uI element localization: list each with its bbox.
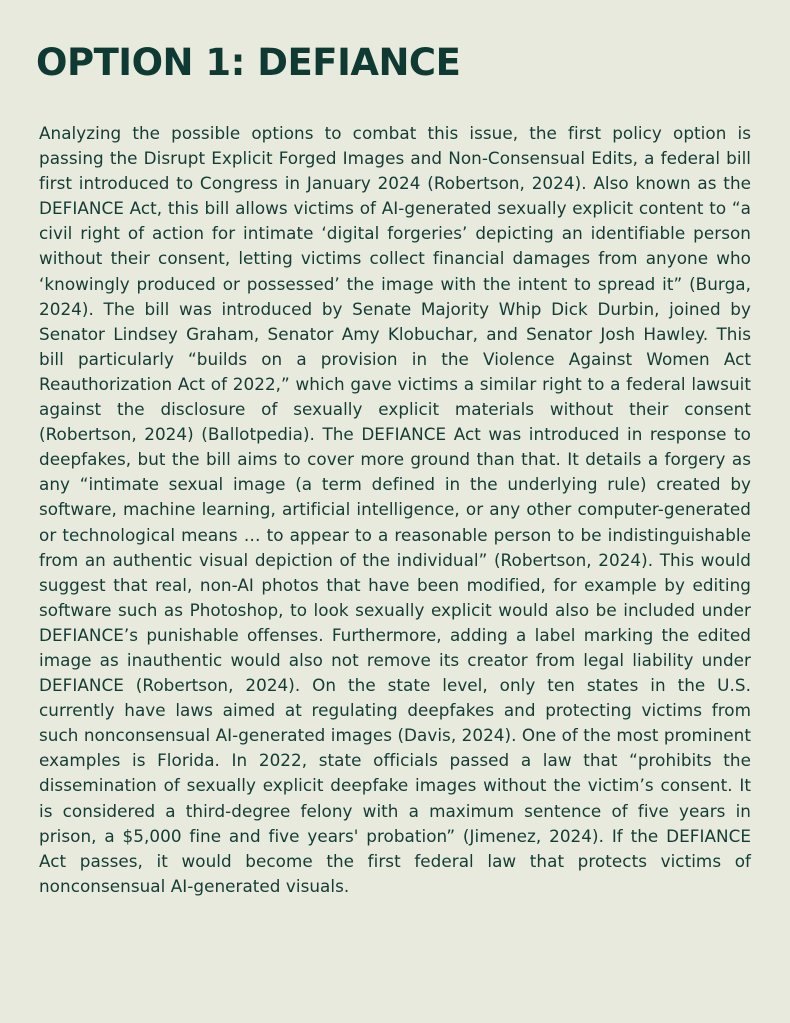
body-paragraph: Analyzing the possible options to combat this issue, the first policy option is passing the Disrupt Explicit Forged Images and Non-Consensual Edits, a federal bill first introduced to Congress in January 2024 (Robertson, 2024). Also known as the DEFIANCE Act, this bill allows victims of AI-generated sexually explicit content to “a civil right of action for intimate ‘digital forgeries’ depicting an identifiable person without their consent, letting victims collect financial damages from anyone who ‘knowingly produced or possessed’ the image with the intent to spread it” (Burga, 2024). The bill was introduced by Senate Majority Whip Dick Durbin, joined by Senator Lindsey Graham, Senator Amy Klobuchar, and Senator Josh Hawley. This bill particularly “builds on a provision in the Violence Against Women Act Reauthorization Act of 2022,” which gave victims a similar right to a federal lawsuit against the disclosure of sexually explicit materials without their consent (Robertson, 2024) (Ballotpedia). The DEFIANCE Act was introduced in response to deepfakes, but the bill aims to cover more ground than that. It details a forgery as any “intimate sexual image (a term defined in the underlying rule) created by software, machine learning, artificial intelligence, or any other computer-generated or technological means … to appear to a reasonable person to be indistinguishable from an authentic visual depiction of the individual” (Robertson, 2024). This would suggest that real, non-AI photos that have been modified, for example by editing software such as Photoshop, to look sexually explicit would also be included under DEFIANCE’s punishable offenses. Furthermore, adding a label marking the edited image as inauthentic would also not remove its creator from legal liability under DEFIANCE (Robertson, 2024). On the state level, only ten states in the U.S. currently have laws aimed at regulating deepfakes and protecting victims from such nonconsensual AI-generated images (Davis, 2024). One of the most prominent examples is Florida. In 2022, state officials passed a law that “prohibits the dissemination of sexually explicit deepfake images without the victim’s consent. It is considered a third-degree felony with a maximum sentence of five years in prison, a $5,000 fine and five years' probation” (Jimenez, 2024). If the DEFIANCE Act passes, it would become the first federal law that protects victims of nonconsensual AI-generated visuals. — [39, 123, 751, 896]
page-title: OPTION 1: DEFIANCE — [36, 41, 461, 84]
